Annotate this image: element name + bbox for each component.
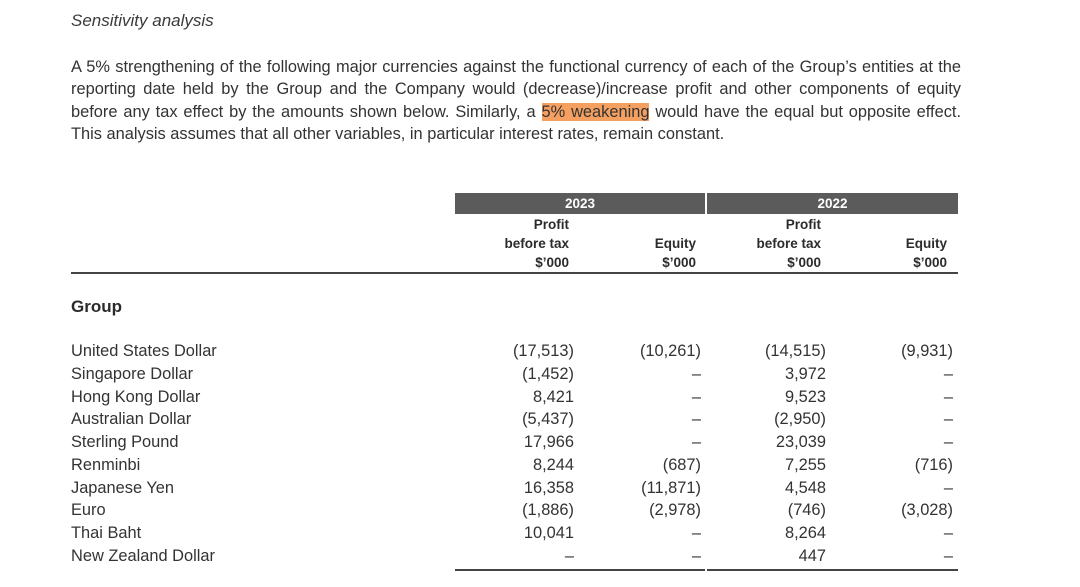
equity-2023-value: –: [691, 387, 701, 406]
table-row: [71, 501, 958, 524]
equity-2023-value: (10,261): [639, 342, 701, 360]
header-equity-line1: Equity: [905, 236, 947, 251]
profit-2023-value: 16,358: [523, 478, 574, 497]
profit-2022-value: 9,523: [784, 387, 826, 406]
equity-2023-value: (687): [662, 455, 701, 474]
equity-2023-value: (2,978): [649, 501, 701, 520]
profit-2022-value: (14,515): [764, 342, 826, 360]
header-profit-line3: $’000: [787, 255, 821, 270]
currency-name: Thai Baht: [71, 524, 142, 542]
paragraph-text-before: A 5% strengthening of the following major currencies against the functional currency of each of the Group’s entities at the reporting date held by the Group and the Company would (decrease)/increase profit and other components of equity before any tax effect by the amounts shown below. Similarly, a: [71, 58, 961, 121]
table-row: [71, 365, 958, 388]
profit-2023-value: (5,437): [522, 410, 574, 429]
currency-name: Australian Dollar: [71, 410, 192, 429]
equity-2023-value: –: [691, 410, 701, 429]
header-equity-2023: [655, 234, 696, 272]
header-equity-line2: $’000: [913, 255, 947, 270]
highlighted-text: 5% weakening: [541, 102, 650, 121]
header-profit-2022: [756, 215, 821, 272]
equity-2022-value: –: [943, 524, 953, 542]
header-profit-line2: before tax: [504, 236, 569, 251]
currency-name: Renminbi: [71, 455, 141, 474]
profit-2022-value: (746): [787, 501, 826, 520]
currency-name: Euro: [71, 501, 106, 520]
section-title: Sensitivity analysis: [71, 11, 214, 30]
currency-name: Japanese Yen: [71, 478, 175, 497]
equity-2022-value: (9,931): [901, 342, 953, 360]
currency-name: Hong Kong Dollar: [71, 387, 201, 406]
currency-name: New Zealand Dollar: [71, 546, 215, 565]
header-equity-2022: [906, 234, 947, 272]
profit-2022-value: (2,950): [774, 410, 826, 429]
equity-2022-value: –: [943, 478, 953, 497]
equity-2022-value: –: [943, 410, 953, 429]
equity-2022-value: (3,028): [901, 501, 953, 520]
equity-2022-value: (716): [914, 455, 953, 474]
header-profit-line3: $’000: [535, 255, 569, 270]
equity-2022-value: –: [943, 387, 953, 406]
header-profit-line1: Profit: [785, 217, 821, 232]
profit-2023-value: –: [564, 546, 574, 565]
header-equity-line2: $’000: [662, 255, 696, 270]
profit-2023-value: (17,513): [512, 342, 574, 360]
equity-2022-value: –: [943, 433, 953, 451]
year-header-2023: 2023: [455, 193, 705, 214]
table-row: [71, 547, 958, 570]
table-row: [71, 524, 958, 547]
currency-name: Singapore Dollar: [71, 364, 194, 383]
group-label: Group: [71, 297, 122, 316]
profit-2023-value: 17,966: [523, 433, 574, 451]
equity-2023-value: (11,871): [641, 478, 701, 497]
table-row: [71, 342, 958, 365]
header-profit-line1: Profit: [533, 217, 569, 232]
header-profit-line2: before tax: [756, 236, 821, 251]
table-row: [71, 410, 958, 433]
profit-2023-value: 10,041: [523, 524, 574, 542]
equity-2023-value: –: [691, 433, 701, 451]
equity-2023-value: –: [691, 546, 701, 565]
equity-2023-value: –: [691, 364, 701, 383]
profit-2023-value: (1,452): [522, 364, 574, 383]
profit-2022-value: 447: [798, 546, 826, 565]
header-profit-2023: [504, 215, 569, 272]
bottom-divider-gap: [705, 569, 707, 571]
profit-2023-value: (1,886): [522, 501, 574, 520]
currency-name: Sterling Pound: [71, 433, 179, 451]
profit-2022-value: 23,039: [775, 433, 826, 451]
table-row: [71, 433, 958, 456]
profit-2023-value: 8,421: [532, 387, 574, 406]
profit-2022-value: 7,255: [784, 455, 826, 474]
sensitivity-paragraph: [71, 56, 961, 145]
table-row: [71, 479, 958, 502]
equity-2022-value: –: [943, 546, 953, 565]
profit-2023-value: 8,244: [532, 455, 574, 474]
header-equity-line1: Equity: [654, 236, 696, 251]
equity-2023-value: –: [691, 524, 701, 542]
profit-2022-value: 8,264: [784, 524, 826, 542]
profit-2022-value: 3,972: [784, 364, 826, 383]
table-row: [71, 388, 958, 411]
currency-name: United States Dollar: [71, 342, 217, 360]
equity-2022-value: –: [943, 364, 953, 383]
year-header-2022: 2022: [707, 193, 958, 214]
profit-2022-value: 4,548: [784, 478, 826, 497]
paragraph-text-after: would have the equal but opposite effect. This analysis assumes that all other variables, in particular interest rates, remain constant.: [71, 102, 962, 143]
table-row: [71, 456, 958, 479]
header-divider: [71, 272, 958, 274]
